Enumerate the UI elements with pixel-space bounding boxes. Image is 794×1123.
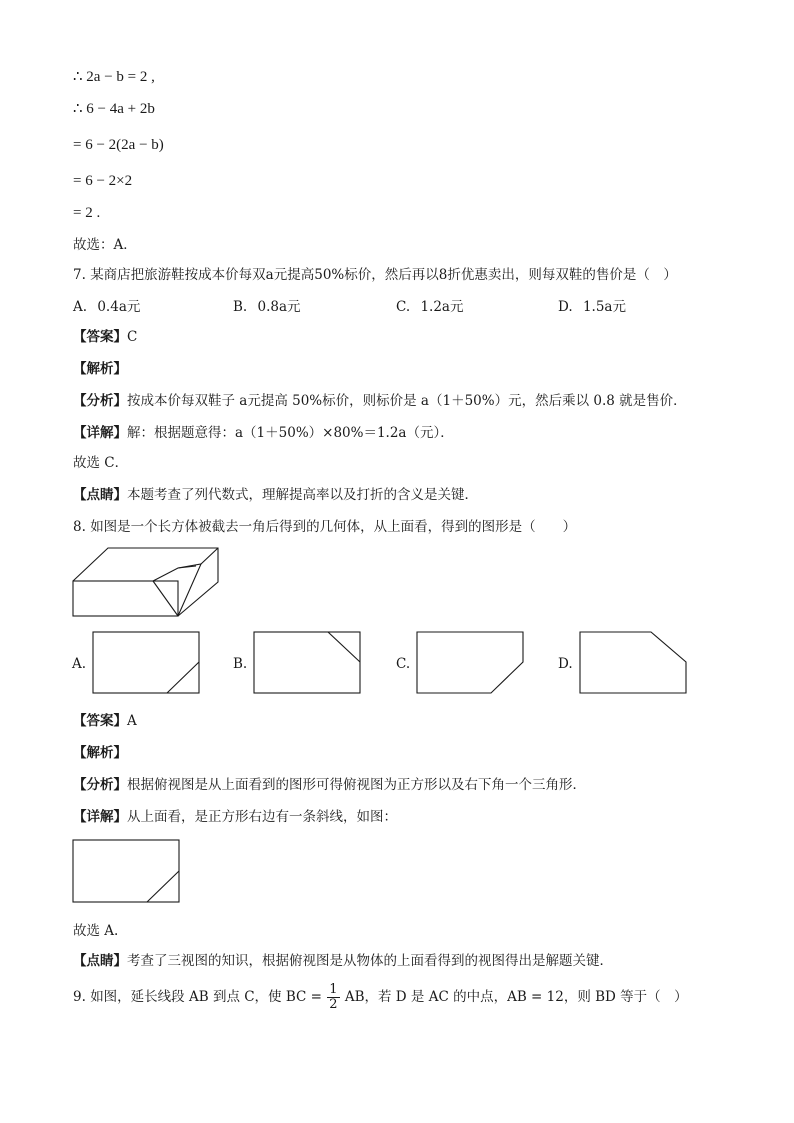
q8-option-a-figure (92, 631, 202, 695)
q8-xiangjie-tag: 【详解】 (73, 809, 127, 825)
q8-dianjing-text: 考查了三视图的知识，根据俯视图是从物体的上面看得到的视图得出是解题关键． (127, 953, 613, 969)
q9-part1: 如图，延长线段 AB 到点 C，使 BC = (90, 989, 322, 1005)
q9-frac-den: 2 (329, 997, 338, 1012)
q8-option-d-letter: D. (558, 656, 573, 672)
q8-fenxi (73, 776, 586, 794)
solution-line-1: ∴ 2a − b = 2 , (73, 69, 155, 85)
q7-xiangjie (73, 424, 454, 442)
q8-answer-value: A (127, 713, 137, 729)
choice-line: 故选：A． (73, 237, 137, 253)
q9-number: 9. (73, 989, 86, 1005)
q8-answer (73, 712, 137, 730)
q7-option-d (558, 298, 626, 316)
q7-fenxi-tag: 【分析】 (73, 393, 127, 409)
q9-fraction (327, 983, 339, 1012)
q8-option-b-figure (253, 631, 363, 695)
solution-line-2: ∴ 6 − 4a + 2b (73, 101, 155, 117)
q7-option-c-letter: C. (396, 299, 411, 315)
q7-answer-tag: 【答案】 (73, 329, 127, 345)
q7-xiangjie-text: 解：根据题意得：a（1＋50%）×80%＝1.2a（元）． (127, 425, 454, 441)
q7-dianjing-tag: 【点睛】 (73, 487, 127, 503)
q7-option-d-text: 1.5a元 (582, 299, 626, 315)
q8-answer-figure (72, 839, 182, 905)
q9-part2: AB，若 D 是 AC 的中点，AB = 12，则 BD 等于（ ） (344, 989, 688, 1005)
q7-option-a-letter: A. (73, 299, 88, 315)
q7-fenxi (73, 392, 687, 410)
q7-dianjing (73, 486, 478, 504)
q7-xiangjie-tag: 【详解】 (73, 425, 127, 441)
q8-fenxi-text: 根据俯视图是从上面看到的图形可得俯视图为正方形以及右下角一个三角形． (127, 777, 586, 793)
q8-answer-tag: 【答案】 (73, 713, 127, 729)
q8-fenxi-tag: 【分析】 (73, 777, 127, 793)
q7-answer-value: C (127, 329, 138, 345)
q7-dianjing-text: 本题考查了列代数式，理解提高率以及打折的含义是关键． (127, 487, 478, 503)
q9-frac-num: 1 (329, 982, 338, 997)
q7-option-b-text: 0.8a元 (257, 299, 301, 315)
q8-option-c-figure (416, 631, 526, 695)
q8-xiangjie (73, 808, 397, 826)
q8-stem (73, 518, 576, 536)
q8-stem-text: 如图是一个长方体被截去一角后得到的几何体，从上面看，得到的图形是（ ） (90, 519, 577, 535)
q8-option-a-letter: A. (72, 656, 87, 672)
q8-dianjing (73, 952, 613, 970)
q7-stem-text: 某商店把旅游鞋按成本价每双a元提高50%标价，然后再以8折优惠卖出，则每双鞋的售价是（ ） (90, 267, 677, 283)
q8-solid-figure (72, 546, 222, 618)
q7-choice: 故选 C． (73, 455, 129, 471)
q8-analysis-tag: 【解析】 (73, 745, 127, 761)
q8-dianjing-tag: 【点睛】 (73, 953, 127, 969)
q7-option-d-letter: D. (558, 299, 573, 315)
q7-option-b-letter: B. (233, 299, 248, 315)
q8-option-b-letter: B. (233, 656, 248, 672)
q8-choice: 故选 A. (73, 923, 119, 939)
q7-analysis-tag: 【解析】 (73, 361, 127, 377)
q7-option-b (233, 298, 301, 316)
q7-fenxi-text: 按成本价每双鞋子 a元提高 50%标价，则标价是 a（1＋50%）元，然后乘以 0.8 就是售价． (127, 393, 687, 409)
q7-option-c (396, 298, 463, 316)
q8-option-c-letter: C. (396, 656, 411, 672)
q8-xiangjie-text: 从上面看，是正方形右边有一条斜线，如图： (127, 809, 397, 825)
q7-option-a (73, 298, 140, 316)
q7-stem (73, 266, 677, 284)
q8-number: 8. (73, 519, 86, 535)
q8-option-d-figure (579, 631, 689, 695)
q7-option-c-text: 1.2a元 (420, 299, 464, 315)
solution-line-3: = 6 − 2(2a − b) (73, 137, 164, 153)
solution-line-4: = 6 − 2×2 (73, 173, 133, 189)
q7-number: 7. (73, 267, 86, 283)
q7-answer (73, 328, 137, 346)
solution-line-5: = 2 . (73, 205, 101, 221)
q7-option-a-text: 0.4a元 (97, 299, 141, 315)
q9-stem (73, 982, 688, 1012)
